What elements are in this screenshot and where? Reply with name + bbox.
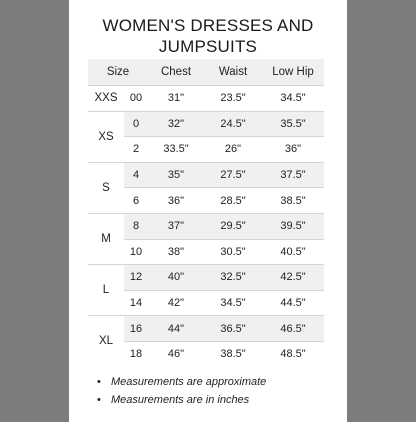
size-number: 14 [124,290,148,316]
header-low-hip: Low Hip [262,59,324,86]
table-row [88,239,324,265]
waist-value: 34.5" [204,290,262,316]
size-number: 10 [124,239,148,265]
size-label: XXS [88,86,124,112]
size-number: 2 [124,137,148,163]
size-number: 18 [124,341,148,366]
low-hip-value: 40.5" [262,239,324,265]
waist-value: 38.5" [204,341,262,366]
waist-value: 27.5" [204,162,262,188]
low-hip-value: 38.5" [262,188,324,214]
table-row [88,341,324,366]
table-row [88,265,324,291]
low-hip-value: 35.5" [262,111,324,137]
size-label: S [88,162,124,213]
size-number: 6 [124,188,148,214]
table-row [88,290,324,316]
chest-value: 32" [148,111,204,137]
chest-value: 38" [148,239,204,265]
header-size: Size [88,59,148,86]
low-hip-value: 36" [262,137,324,163]
size-number: 8 [124,213,148,239]
waist-value: 23.5" [204,86,262,112]
header-waist: Waist [204,59,262,86]
chart-title: WOMEN'S DRESSES AND JUMPSUITS [102,16,314,56]
size-number: 0 [124,111,148,137]
chest-value: 37" [148,213,204,239]
size-label: L [88,265,124,316]
waist-value: 32.5" [204,265,262,291]
low-hip-value: 39.5" [262,213,324,239]
chest-value: 31" [148,86,204,112]
waist-value: 24.5" [204,111,262,137]
size-number: 16 [124,316,148,342]
table-row [88,188,324,214]
note-item: • Measurements are in inches [97,391,266,409]
waist-value: 26" [204,137,262,163]
size-chart-card [69,0,347,422]
low-hip-value: 48.5" [262,341,324,366]
size-number: 4 [124,162,148,188]
size-label: XS [88,111,124,162]
low-hip-value: 44.5" [262,290,324,316]
size-number: 12 [124,265,148,291]
table-row [88,137,324,163]
table-header-row [88,59,324,86]
chest-value: 46" [148,341,204,366]
chest-value: 36" [148,188,204,214]
chest-value: 33.5" [148,137,204,163]
chest-value: 44" [148,316,204,342]
size-label: M [88,213,124,264]
low-hip-value: 34.5" [262,86,324,112]
low-hip-value: 37.5" [262,162,324,188]
size-label: XL [88,316,124,367]
table-row [88,316,324,342]
size-number: 00 [124,86,148,112]
table-row [88,86,324,112]
waist-value: 29.5" [204,213,262,239]
waist-value: 28.5" [204,188,262,214]
chest-value: 42" [148,290,204,316]
table-row [88,213,324,239]
waist-value: 36.5" [204,316,262,342]
header-chest: Chest [148,59,204,86]
chest-value: 35" [148,162,204,188]
table-row [88,162,324,188]
note-item: • Measurements are approximate [97,373,266,391]
table-row [88,111,324,137]
size-table [88,59,324,367]
low-hip-value: 42.5" [262,265,324,291]
low-hip-value: 46.5" [262,316,324,342]
waist-value: 30.5" [204,239,262,265]
chest-value: 40" [148,265,204,291]
notes-list [97,373,266,409]
